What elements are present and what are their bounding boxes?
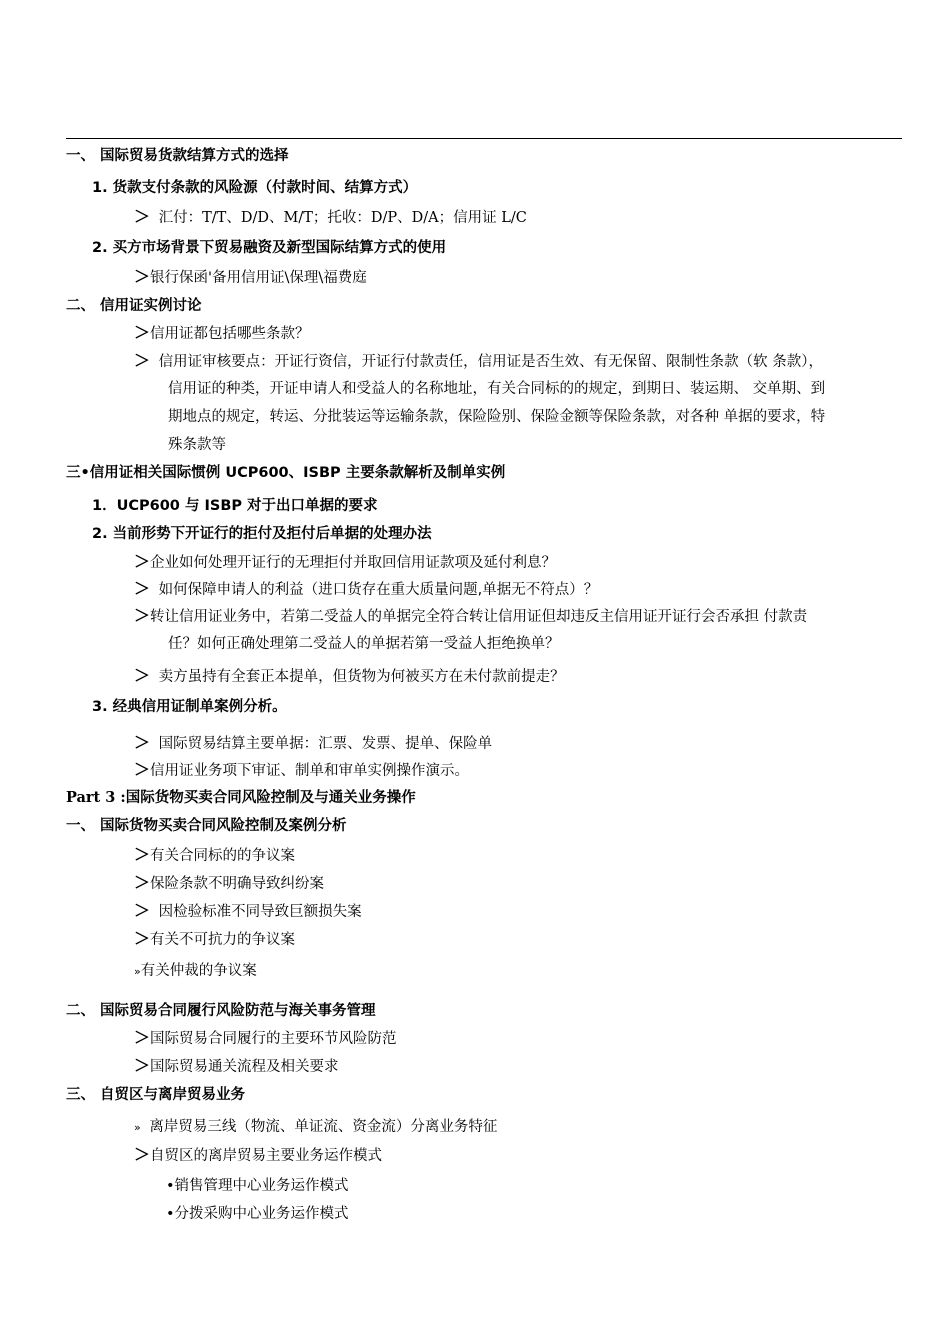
arrow-icon: ＞ xyxy=(134,1028,151,1047)
list-item xyxy=(134,351,823,372)
list-item xyxy=(134,901,362,922)
subheading-1-1: 1. 货款支付条款的风险源（付款时间、结算方式） xyxy=(92,180,418,196)
list-item-text: 有关不可抗力的争议案 xyxy=(150,932,296,948)
list-item xyxy=(134,733,492,754)
list-item-continuation: 殊条款等 xyxy=(168,437,226,453)
list-item xyxy=(134,929,295,950)
list-item-text: 信用证审核要点：开证行资信，开证行付款责任，信用证是否生效、有无保留、限制性条款（软 条款）， xyxy=(158,354,823,370)
list-item-continuation: 任？如何正确处理第二受益人的单据若第一受益人拒绝换单？ xyxy=(168,636,560,652)
list-item xyxy=(134,666,565,687)
subheading-3-1: 1．UCP600 与 ISBP 对于出口单据的要求 xyxy=(92,498,378,514)
list-item xyxy=(134,760,469,781)
list-item-text: 如何保障申请人的利益（进口货存在重大质量问题,单据无不符点）？ xyxy=(158,582,599,598)
sub-list-item: •销售管理中心业务运作模式 xyxy=(166,1178,349,1194)
list-item xyxy=(134,552,556,573)
list-item-text: 企业如何处理开证行的无理拒付并取回信用证款项及延付利息？ xyxy=(150,555,557,571)
list-item xyxy=(134,845,295,866)
list-item xyxy=(134,323,310,344)
part-3-section-heading-1: 一、 国际货物买卖合同风险控制及案例分析 xyxy=(66,818,347,834)
arrow-icon: ＞ xyxy=(134,733,151,752)
section-heading-3: 三•信用证相关国际惯例 UCP600、ISBP 主要条款解析及制单实例 xyxy=(66,465,506,481)
list-item xyxy=(134,1028,397,1049)
list-item xyxy=(134,207,527,228)
arrow-icon: ＞ xyxy=(134,901,151,920)
arrow-icon: ＞ xyxy=(134,267,151,286)
list-item-text: 保险条款不明确导致纠纷案 xyxy=(150,876,325,892)
subheading-3-3: 3. 经典信用证制单案例分析。 xyxy=(92,699,287,715)
list-item-text: 国际贸易合同履行的主要环节风险防范 xyxy=(150,1031,397,1047)
arrow-icon: ＞ xyxy=(134,929,151,948)
list-item-text: 银行保函'备用信用证\保理\福费庭 xyxy=(150,270,367,286)
arrow-icon: ＞ xyxy=(134,351,151,370)
list-item-text: 国际贸易通关流程及相关要求 xyxy=(150,1059,339,1075)
list-item-continuation: 期地点的规定，转运、分批装运等运输条款，保险险别、保险金额等保险条款，对各种 单据的要求，特 xyxy=(168,409,826,425)
arrow-icon: ＞ xyxy=(134,579,151,598)
arrow-icon: ＞ xyxy=(134,845,151,864)
section-heading-1: 一、 国际贸易货款结算方式的选择 xyxy=(66,148,289,164)
arrow-icon: ＞ xyxy=(134,760,151,779)
arrow-icon: ＞ xyxy=(134,606,151,625)
list-item-text: 信用证业务项下审证、制单和审单实例操作演示。 xyxy=(150,763,470,779)
list-item-text: 因检验标准不同导致巨额损失案 xyxy=(158,904,362,920)
list-item xyxy=(134,1145,382,1166)
list-item-text: 离岸贸易三线（物流、单证流、资金流）分离业务特征 xyxy=(149,1119,498,1135)
arrow-icon: ＞ xyxy=(134,552,151,571)
arrow-icon: ＞ xyxy=(134,1056,151,1075)
bullet-icon: » xyxy=(134,1121,141,1134)
list-item-text: 汇付：T/T、D/D、M/T；托收：D/P、D/A；信用证 L/C xyxy=(158,210,527,226)
part-3-section-heading-2: 二、 国际贸易合同履行风险防范与海关事务管理 xyxy=(66,1003,376,1019)
section-heading-2: 二、 信用证实例讨论 xyxy=(66,298,202,314)
list-item-continuation: 信用证的种类，开证申请人和受益人的名称地址，有关合同标的的规定，到期日、装运期、 交单期、到 xyxy=(168,381,826,397)
part-3-section-heading-3: 三、 自贸区与离岸贸易业务 xyxy=(66,1087,246,1103)
header-rule xyxy=(66,138,902,139)
sub-list-item: •分拨采购中心业务运作模式 xyxy=(166,1206,349,1222)
subheading-1-2: 2. 买方市场背景下贸易融资及新型国际结算方式的使用 xyxy=(92,240,447,256)
list-item xyxy=(134,873,324,894)
list-item-text: 有关仲裁的争议案 xyxy=(140,963,257,979)
arrow-icon: ＞ xyxy=(134,1145,151,1164)
subheading-3-2: 2. 当前形势下开证行的拒付及拒付后单据的处理办法 xyxy=(92,526,432,542)
list-item xyxy=(134,606,807,627)
list-item xyxy=(134,579,598,600)
list-item xyxy=(134,1117,497,1138)
list-item-text: 信用证都包括哪些条款？ xyxy=(150,326,310,342)
list-item xyxy=(134,961,257,982)
list-item-text: 国际贸易结算主要单据：汇票、发票、提单、保险单 xyxy=(158,736,493,752)
arrow-icon: ＞ xyxy=(134,666,151,685)
list-item-text: 有关合同标的的争议案 xyxy=(150,848,296,864)
arrow-icon: ＞ xyxy=(134,873,151,892)
bullet-icon: » xyxy=(134,965,141,978)
arrow-icon: ＞ xyxy=(134,207,151,226)
list-item-text: 卖方虽持有全套正本提单，但货物为何被买方在未付款前提走？ xyxy=(158,669,565,685)
list-item-text: 自贸区的离岸贸易主要业务运作模式 xyxy=(150,1148,383,1164)
list-item xyxy=(134,267,367,288)
list-item xyxy=(134,1056,339,1077)
arrow-icon: ＞ xyxy=(134,323,151,342)
list-item-text: 转让信用证业务中，若第二受益人的单据完全符合转让信用证但却违反主信用证开证行会否承担 付款责 xyxy=(150,609,808,625)
part-3-heading: Part 3 :国际货物买卖合同风险控制及与通关业务操作 xyxy=(66,789,416,806)
